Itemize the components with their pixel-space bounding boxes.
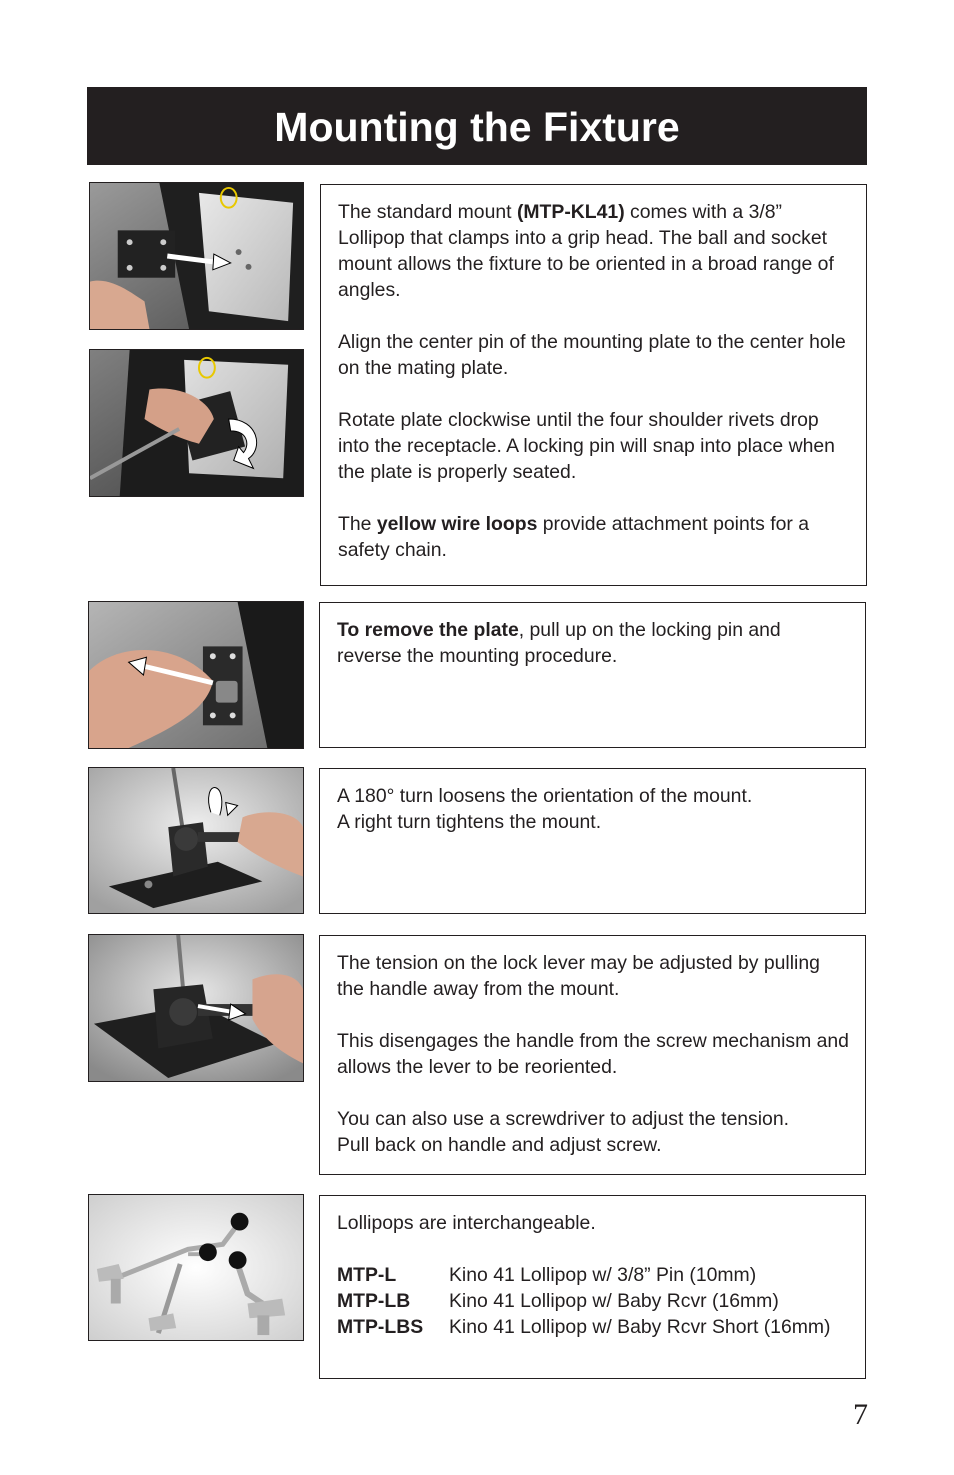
photo-rotate-plate [89, 349, 304, 497]
paragraph: To remove the plate, pull up on the locking pin and reverse the mounting procedure. [337, 619, 781, 667]
list-item [337, 1288, 849, 1314]
text-box-remove-plate [319, 602, 866, 748]
list-item [337, 1314, 849, 1340]
title-bar [87, 87, 867, 165]
paragraph: Align the center pin of the mounting plate to the center hole on the mating plate. [338, 331, 846, 379]
part-code: MTP-LBS [337, 1316, 424, 1338]
photo-remove-plate [88, 601, 304, 749]
paragraph: The tension on the lock lever may be adjusted by pulling the handle away from the mount. [337, 952, 820, 1000]
photo-plate-alignment [89, 182, 304, 330]
page-title: Mounting the Fixture [274, 104, 680, 150]
photo-lollipops [88, 1194, 304, 1341]
paragraph: Lollipops are interchangeable. [337, 1212, 596, 1234]
paragraph: You can also use a screwdriver to adjust the tension. Pull back on handle and adjust screw. [337, 1108, 789, 1156]
text-box-turn [319, 768, 866, 914]
page-number: 7 [853, 1398, 868, 1431]
paragraph: This disengages the handle from the screw mechanism and allows the lever to be reoriented. [337, 1030, 849, 1078]
part-description: Kino 41 Lollipop w/ 3/8” Pin (10mm) [449, 1264, 757, 1286]
text-box-lollipops [319, 1195, 866, 1379]
list-item [337, 1262, 849, 1288]
part-code: MTP-LB [337, 1290, 411, 1312]
photo-180-turn [88, 767, 304, 914]
paragraph: The yellow wire loops provide attachment points for a safety chain. [338, 513, 809, 561]
paragraph: The standard mount (MTP-KL41) comes with a 3/8” Lollipop that clamps into a grip head. The ball and socket mount allows the fixture to be oriented in a broad range of angles. [338, 201, 834, 301]
text-box-standard-mount [320, 184, 867, 586]
part-code: MTP-L [337, 1264, 397, 1286]
paragraph: Rotate plate clockwise until the four shoulder rivets drop into the receptacle. A locking pin will snap into place when the plate is properly seated. [338, 409, 835, 483]
part-description: Kino 41 Lollipop w/ Baby Rcvr Short (16mm) [449, 1316, 831, 1338]
part-description: Kino 41 Lollipop w/ Baby Rcvr (16mm) [449, 1290, 779, 1312]
text-box-tension [319, 935, 866, 1175]
paragraph: A 180° turn loosens the orientation of the mount. A right turn tightens the mount. [337, 785, 753, 833]
lollipop-list [337, 1262, 849, 1340]
photo-tension-lever [88, 934, 304, 1082]
